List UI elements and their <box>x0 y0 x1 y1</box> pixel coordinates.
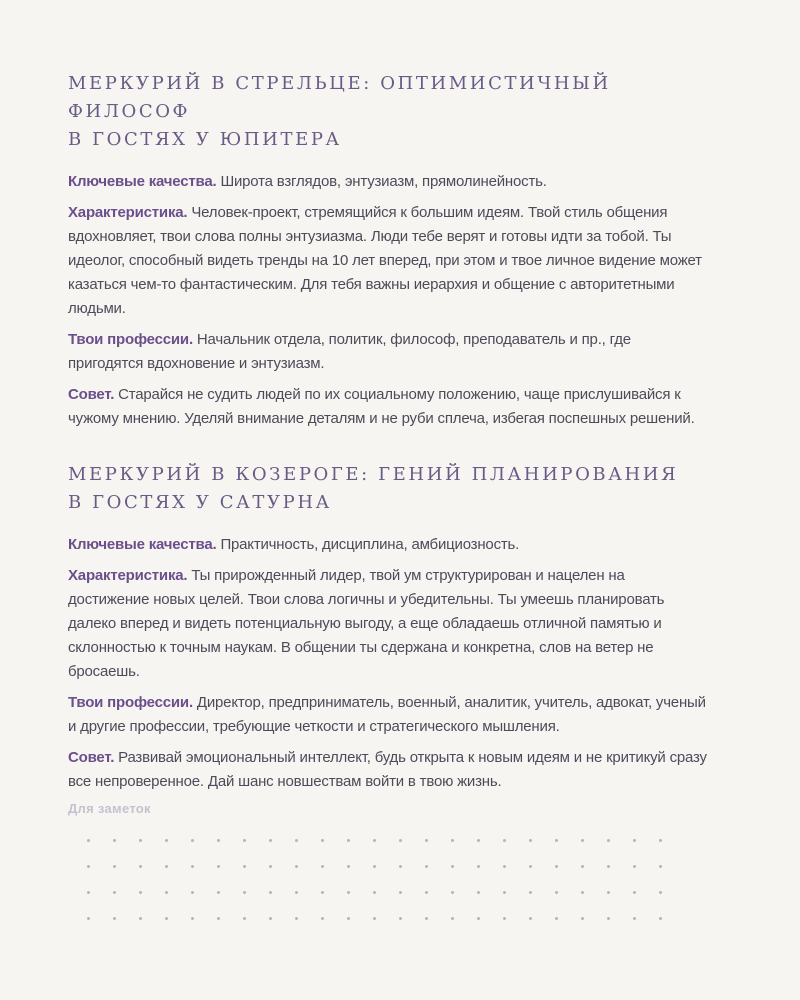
notes-dot <box>87 917 90 920</box>
notes-dot <box>399 917 402 920</box>
notes-dot <box>113 891 116 894</box>
professions-label: Твои профессии. <box>68 331 193 348</box>
notes-dot <box>555 917 558 920</box>
notes-dot <box>633 891 636 894</box>
content-area <box>68 70 708 801</box>
section-title <box>68 70 708 154</box>
notes-dot <box>555 891 558 894</box>
notes-dot <box>113 839 116 842</box>
characteristics-paragraph <box>68 564 708 684</box>
section-mercury-capricorn <box>68 461 708 794</box>
notes-dot <box>607 891 610 894</box>
notes-title: Для заметок <box>68 801 151 816</box>
notes-dot <box>191 891 194 894</box>
notes-dot <box>347 839 350 842</box>
section-title <box>68 461 708 517</box>
notes-dot <box>295 865 298 868</box>
notes-dot <box>399 839 402 842</box>
notes-dot <box>295 891 298 894</box>
notes-dot <box>269 839 272 842</box>
notes-dot <box>87 865 90 868</box>
notes-dot <box>607 865 610 868</box>
notes-dot <box>269 917 272 920</box>
notes-dot <box>399 891 402 894</box>
notes-dot <box>243 839 246 842</box>
section-title-line1: МЕРКУРИЙ В КОЗЕРОГЕ: ГЕНИЙ ПЛАНИРОВАНИЯ <box>68 464 679 485</box>
key-qualities-text: Широта взглядов, энтузиазм, прямолинейность. <box>220 173 547 190</box>
notes-dot <box>217 839 220 842</box>
notes-dot <box>373 839 376 842</box>
notes-dot <box>373 865 376 868</box>
characteristics-text: Ты прирожденный лидер, твой ум структурирован и нацелен на достижение новых целей. Твои слова логичны и убедительны. Ты умеешь планировать далеко вперед и видеть потенциальную выгоду, а еще обладаешь отличной памятью и склонностью к точным наукам. В общении ты сдержана и конкретна, слов на ветер не бросаешь. <box>68 567 665 680</box>
notes-dot <box>477 891 480 894</box>
key-qualities-paragraph <box>68 170 708 194</box>
advice-text: Развивай эмоциональный интеллект, будь открыта к новым идеям и не критикуй сразу все непроверенное. Дай шанс новшествам войти в твою жизнь. <box>68 749 707 790</box>
notes-dot <box>87 839 90 842</box>
notes-dot <box>503 891 506 894</box>
notes-dot <box>87 891 90 894</box>
advice-text: Старайся не судить людей по их социальному положению, чаще прислушивайся к чужому мнению. Уделяй внимание деталям и не руби сплеча, избегая поспешных решений. <box>68 386 695 427</box>
characteristics-label: Характеристика. <box>68 567 188 584</box>
key-qualities-text: Практичность, дисциплина, амбициозность. <box>220 536 520 553</box>
notes-dot <box>373 917 376 920</box>
notes-dot-grid <box>87 832 687 936</box>
notes-dot <box>633 917 636 920</box>
advice-label: Совет. <box>68 386 115 403</box>
notes-dot <box>113 865 116 868</box>
notes-dot <box>139 839 142 842</box>
section-mercury-sagittarius <box>68 70 708 431</box>
notes-dot <box>451 839 454 842</box>
notes-dot <box>477 839 480 842</box>
notes-dot-row <box>87 832 687 858</box>
advice-paragraph <box>68 746 708 794</box>
professions-label: Твои профессии. <box>68 694 193 711</box>
notes-dot <box>243 865 246 868</box>
notes-dot <box>581 865 584 868</box>
professions-text: Директор, предприниматель, военный, аналитик, учитель, адвокат, ученый и другие профессии, требующие четкости и стратегического мышления. <box>68 694 706 735</box>
notes-dot <box>321 891 324 894</box>
advice-paragraph <box>68 383 708 431</box>
notes-dot <box>555 865 558 868</box>
notes-dot <box>243 891 246 894</box>
notes-dot <box>217 917 220 920</box>
characteristics-text: Человек-проект, стремящийся к большим идеям. Твой стиль общения вдохновляет, твои слова полны энтузиазма. Люди тебе верят и готовы идти за тобой. Ты идеолог, способный видеть тренды на 10 лет вперед, при этом и твое личное видение может казаться чем-то фантастическим. Для тебя важны иерархия и общение с авторитетными людьми. <box>68 204 702 317</box>
professions-paragraph <box>68 691 708 739</box>
notes-dot <box>659 839 662 842</box>
notes-dot <box>659 865 662 868</box>
notes-dot <box>243 917 246 920</box>
notes-dot <box>555 839 558 842</box>
notes-dot <box>191 917 194 920</box>
professions-paragraph <box>68 328 708 376</box>
notes-dot <box>269 865 272 868</box>
notes-dot <box>139 891 142 894</box>
characteristics-paragraph <box>68 201 708 321</box>
notes-dot <box>347 865 350 868</box>
notes-dot <box>139 917 142 920</box>
notes-dot-row <box>87 884 687 910</box>
notes-dot <box>165 865 168 868</box>
notes-dot <box>529 839 532 842</box>
notes-dot <box>451 917 454 920</box>
notes-dot <box>425 865 428 868</box>
notes-dot <box>399 865 402 868</box>
notes-dot <box>217 891 220 894</box>
notes-dot <box>347 891 350 894</box>
notes-dot <box>581 891 584 894</box>
notes-dot <box>165 917 168 920</box>
notes-dot <box>607 917 610 920</box>
notes-dot <box>295 917 298 920</box>
notes-dot <box>139 865 142 868</box>
notes-dot <box>191 865 194 868</box>
notes-dot <box>581 839 584 842</box>
notes-dot <box>607 839 610 842</box>
notes-dot <box>529 865 532 868</box>
notes-dot <box>503 839 506 842</box>
notes-dot-row <box>87 910 687 936</box>
notes-dot-row <box>87 858 687 884</box>
notes-dot <box>659 917 662 920</box>
advice-label: Совет. <box>68 749 115 766</box>
notes-dot <box>503 865 506 868</box>
notes-dot <box>477 917 480 920</box>
notes-dot <box>425 839 428 842</box>
notes-dot <box>451 891 454 894</box>
notes-dot <box>165 891 168 894</box>
professions-text: Начальник отдела, политик, философ, преподаватель и пр., где пригодятся вдохновение и энтузиазм. <box>68 331 631 372</box>
notes-dot <box>581 917 584 920</box>
notes-dot <box>529 917 532 920</box>
characteristics-label: Характеристика. <box>68 204 188 221</box>
notes-dot <box>633 865 636 868</box>
notes-dot <box>425 917 428 920</box>
notes-dot <box>477 865 480 868</box>
section-title-line1: МЕРКУРИЙ В СТРЕЛЬЦЕ: ОПТИМИСТИЧНЫЙ ФИЛОСОФ <box>68 73 611 122</box>
section-title-line2: В ГОСТЯХ У ЮПИТЕРА <box>68 129 342 150</box>
notes-dot <box>451 865 454 868</box>
notes-dot <box>113 917 116 920</box>
notes-dot <box>529 891 532 894</box>
key-qualities-paragraph <box>68 533 708 557</box>
notes-dot <box>191 839 194 842</box>
notes-dot <box>295 839 298 842</box>
notes-dot <box>503 917 506 920</box>
notes-dot <box>269 891 272 894</box>
notes-dot <box>321 917 324 920</box>
key-qualities-label: Ключевые качества. <box>68 536 217 553</box>
notes-dot <box>347 917 350 920</box>
notes-dot <box>373 891 376 894</box>
notes-dot <box>321 839 324 842</box>
notes-dot <box>321 865 324 868</box>
section-title-line2: В ГОСТЯХ У САТУРНА <box>68 492 332 513</box>
notes-dot <box>425 891 428 894</box>
notes-dot <box>659 891 662 894</box>
notes-dot <box>633 839 636 842</box>
notes-dot <box>217 865 220 868</box>
key-qualities-label: Ключевые качества. <box>68 173 217 190</box>
notes-dot <box>165 839 168 842</box>
